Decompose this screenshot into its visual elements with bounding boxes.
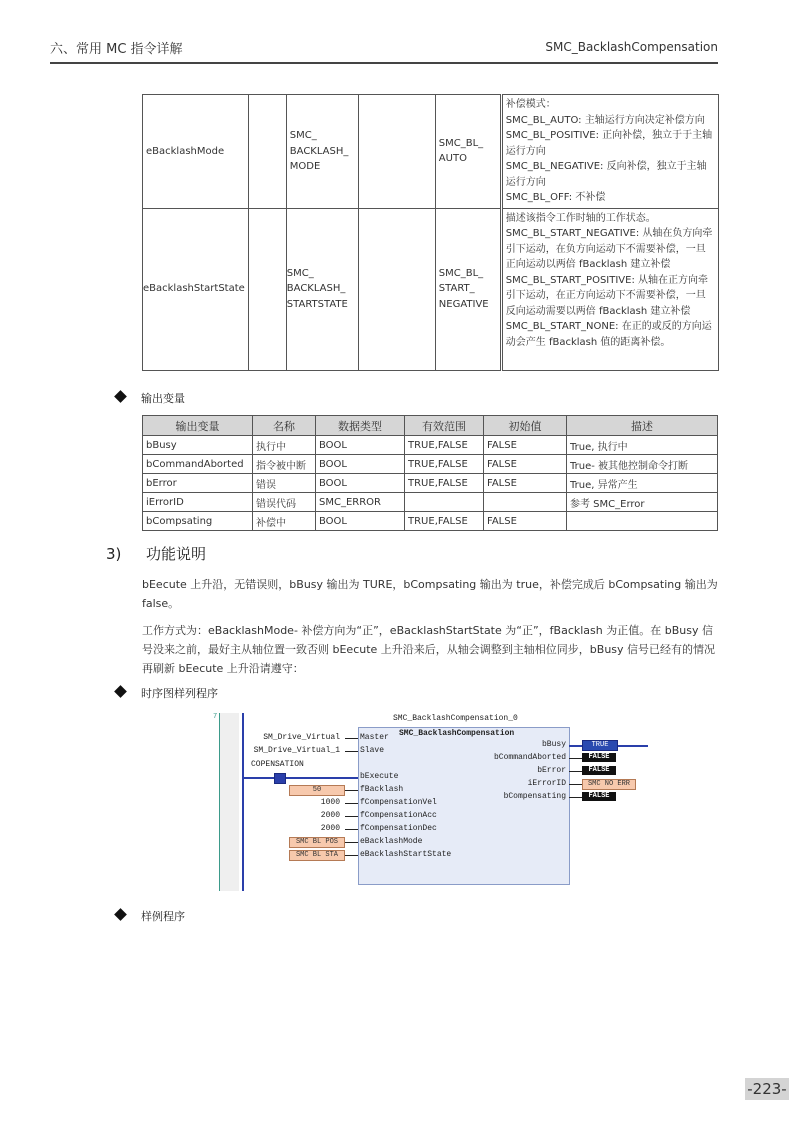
table-cell: BOOL (316, 474, 405, 493)
fb-output-pin: bCommandAborted (493, 753, 566, 762)
diamond-bullet-icon (114, 685, 127, 698)
param-init: SMC_BL_ AUTO (435, 95, 501, 209)
table-cell: 参考 SMC_Error (567, 493, 718, 512)
fb-output-pin: iErrorID (527, 779, 566, 788)
pin-wire (569, 784, 582, 785)
table-cell: BOOL (316, 455, 405, 474)
table-cell: TRUE,FALSE (405, 512, 484, 531)
table-row (143, 95, 719, 209)
table-cell: bError (143, 474, 253, 493)
desc-line: SMC_BL_NEGATIVE: 反向补偿，独立于主轴运行方向 (505, 161, 707, 188)
table-cell: 指令被中断 (253, 455, 316, 474)
desc-line: 描述该指令工作时轴的工作状态。 (505, 212, 656, 224)
page-header-topic: SMC_BacklashCompensation (545, 40, 718, 54)
pin-wire (569, 758, 582, 759)
table-cell: SMC_ERROR (316, 493, 405, 512)
table-cell: TRUE,FALSE (405, 455, 484, 474)
fb-output-pin: bCompensating (503, 792, 566, 801)
table-cell: FALSE (484, 512, 567, 531)
table-row (143, 512, 718, 531)
input-parameter-table (142, 94, 719, 371)
section-title: 样例程序 (141, 910, 185, 923)
table-cell: FALSE (484, 436, 567, 455)
table-cell (567, 512, 718, 531)
fb-output-pin: bBusy (541, 740, 566, 749)
desc-line: SMC_BL_START_NONE: 在正的或反的方向运动会产生 fBacklash 值的距离补偿。 (505, 321, 712, 348)
table-cell: 错误 (253, 474, 316, 493)
fb-input-pin: eBacklashMode (360, 837, 423, 846)
param-range (358, 208, 435, 370)
output-variable-table (142, 415, 718, 531)
contact-label: COPENSATION (251, 760, 304, 769)
ladder-diagram (205, 705, 665, 895)
pin-wire (345, 855, 358, 856)
param-label (248, 208, 286, 370)
param-name: eBacklashMode (143, 95, 249, 209)
table-cell: TRUE,FALSE (405, 474, 484, 493)
fb-instance-name: SMC_BacklashCompensation_0 (393, 714, 518, 723)
input-value[interactable]: 2000 (320, 811, 340, 820)
desc-line: SMC_BL_OFF: 不补偿 (505, 192, 606, 203)
pin-wire (569, 771, 582, 772)
fb-input-pin: fCompensationDec (360, 824, 437, 833)
fb-input-pin: Master (360, 733, 389, 742)
fb-input-pin: bExecute (360, 772, 399, 781)
timing-bullet (116, 685, 218, 701)
table-row (143, 455, 718, 474)
paragraph: bEecute 上升沿，无错误则，bBusy 输出为 TURE，bCompsating 输出为 true，补偿完成后 bCompsating 输出为 false。 (142, 578, 718, 610)
col-header: 数据类型 (316, 416, 405, 436)
fb-input-pin: Slave (360, 746, 385, 755)
pin-wire (569, 797, 582, 798)
fb-input-pin: fCompensationAcc (360, 811, 437, 820)
pin-wire (345, 790, 358, 791)
table-cell: FALSE (484, 474, 567, 493)
section-number: 3) (106, 545, 122, 563)
table-cell: 补偿中 (253, 512, 316, 531)
rung-wire (618, 745, 648, 747)
param-label (248, 95, 286, 209)
table-cell (405, 493, 484, 512)
input-value[interactable]: SM_Drive_Virtual (263, 733, 340, 742)
param-name: eBacklashStartState (143, 208, 249, 370)
fb-type-name: SMC_BacklashCompensation (399, 729, 515, 738)
rung-number: 7 (213, 713, 218, 721)
param-range (358, 95, 435, 209)
desc-line: SMC_BL_POSITIVE: 正向补偿，独立于于主轴运行方向 (505, 130, 713, 157)
section-title: 功能说明 (146, 545, 207, 563)
output-value-box[interactable]: SMC NO ERR (582, 779, 636, 790)
power-rail (242, 713, 244, 891)
table-row (143, 474, 718, 493)
header-rule (50, 62, 718, 64)
desc-line: SMC_BL_START_POSITIVE: 从轴在正方向牵引下运动，在正方向运动下不需要补偿，一旦反向运动需要以两倍 fBacklash 建立补偿 (505, 274, 708, 317)
table-cell: True, 异常产生 (567, 474, 718, 493)
param-desc (501, 208, 718, 370)
rung-wire (244, 777, 358, 779)
table-cell: BOOL (316, 512, 405, 531)
page-header-chapter: 六、常用 MC 指令详解 (50, 42, 183, 57)
param-init: SMC_BL_ START_ NEGATIVE (435, 208, 501, 370)
param-type: SMC_ BACKLASH_ STARTSTATE (286, 208, 358, 370)
table-cell: 错误代码 (253, 493, 316, 512)
pin-wire (345, 842, 358, 843)
input-value-box[interactable]: SMC BL POS (289, 837, 345, 848)
section-title: 输出变量 (141, 392, 185, 405)
table-cell: iErrorID (143, 493, 253, 512)
table-cell: bBusy (143, 436, 253, 455)
output-value-box[interactable]: FALSE (582, 753, 616, 762)
table-cell: True- 被其他控制命令打断 (567, 455, 718, 474)
input-value[interactable]: SM_Drive_Virtual_1 (253, 746, 340, 755)
col-header: 输出变量 (143, 416, 253, 436)
section-title: 时序图样列程序 (141, 687, 218, 700)
diamond-bullet-icon (114, 390, 127, 403)
input-value-box[interactable]: 50 (289, 785, 345, 796)
param-type: SMC_ BACKLASH_ MODE (286, 95, 358, 209)
pin-wire (345, 803, 358, 804)
pin-wire (345, 816, 358, 817)
table-row (143, 208, 719, 370)
table-header-row (143, 416, 718, 436)
paragraph: 工作方式为：eBacklashMode- 补偿方向为“正”，eBacklashStartState 为“正”，fBacklash 为正值。在 bBusy 信号没来之前，最好主从轴位置一致否则 bEecute 上升沿来后，从轴会调整到主轴相位同步，bBusy 信号已经有的情况再刷新 bEecute 上升沿请遵守： (142, 624, 716, 675)
section-heading (106, 543, 206, 564)
fb-input-pin: eBacklashStartState (360, 850, 452, 859)
output-value-box[interactable]: FALSE (582, 792, 616, 801)
output-value-box[interactable]: FALSE (582, 766, 616, 775)
pin-wire (345, 751, 358, 752)
fb-input-pin: fCompensationVel (360, 798, 437, 807)
gutter-line (219, 713, 220, 891)
example-bullet (116, 908, 185, 924)
table-cell: bCommandAborted (143, 455, 253, 474)
pin-wire (345, 738, 358, 739)
input-value[interactable]: 2000 (320, 824, 340, 833)
table-row (143, 493, 718, 512)
diamond-bullet-icon (114, 908, 127, 921)
table-cell: BOOL (316, 436, 405, 455)
col-header: 初始值 (484, 416, 567, 436)
fb-input-pin: fBacklash (360, 785, 404, 794)
table-cell (484, 493, 567, 512)
input-value-box[interactable]: SMC BL STA (289, 850, 345, 861)
table-row (143, 436, 718, 455)
input-value[interactable]: 1000 (320, 798, 340, 807)
desc-line: SMC_BL_AUTO: 主轴运行方向决定补偿方向 (505, 114, 705, 126)
page-number: -223- (745, 1078, 789, 1100)
table-cell: FALSE (484, 455, 567, 474)
desc-line: SMC_BL_START_NEGATIVE: 从轴在负方向牵引下运动，在负方向运动下不需要补偿，一旦正向运动以两倍 fBacklash 建立补偿 (505, 228, 713, 270)
fb-output-pin: bError (537, 766, 566, 775)
desc-line: 补偿模式： (505, 99, 556, 110)
table-cell: TRUE,FALSE (405, 436, 484, 455)
col-header: 有效范围 (405, 416, 484, 436)
output-variables-bullet (116, 390, 185, 406)
table-cell: 执行中 (253, 436, 316, 455)
pin-wire (345, 829, 358, 830)
col-header: 描述 (567, 416, 718, 436)
contact-icon[interactable] (274, 773, 286, 784)
table-cell: bCompsating (143, 512, 253, 531)
output-value-box[interactable]: TRUE (582, 740, 618, 751)
pin-wire (569, 745, 582, 747)
ladder-gutter (219, 713, 239, 891)
param-desc (501, 95, 718, 209)
col-header: 名称 (253, 416, 316, 436)
table-cell: True, 执行中 (567, 436, 718, 455)
